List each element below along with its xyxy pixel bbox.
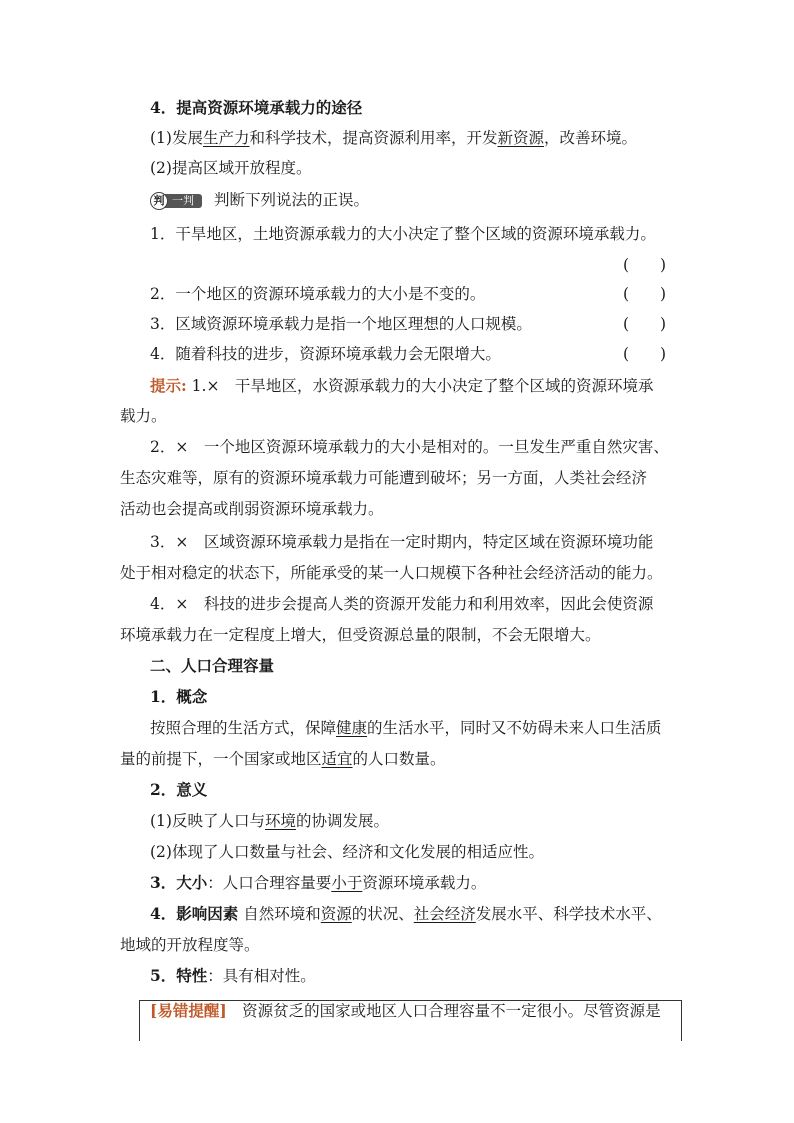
text: 和科学技术，提高资源利用率，开发 <box>249 129 498 147</box>
question-3: 3．区域资源环境承载力是指一个地区理想的人口规模。 <box>150 315 532 333</box>
feature-title: 5．特性 <box>150 966 208 985</box>
hint-answer-3: 3．× 区域资源环境承载力是指在一定时期内，特定区域在资源环境功能 <box>150 533 654 551</box>
underlined-term: 新资源 <box>497 129 545 147</box>
meaning-1 <box>150 810 389 832</box>
question-4: 4．随着科技的进步，资源环境承载力会无限增大。 <box>150 345 501 363</box>
factor-line <box>150 903 662 925</box>
hint-answer-4: 4．× 科技的进步会提高人类的资源开发能力和利用效率，因此会使资源 <box>150 595 654 613</box>
text: 1.× 干旱地区，水资源承载力的大小决定了整个区域的资源环境承 <box>186 377 654 395</box>
question-2: 2．一个地区的资源环境承载力的大小是不变的。 <box>150 285 486 303</box>
text: 发展水平、科学技术水平、 <box>475 905 662 923</box>
badge-circle: 判 <box>150 192 168 210</box>
section-heading: 二、人口合理容量 <box>150 656 275 675</box>
text: 的人口数量。 <box>352 750 446 768</box>
text: ：人口合理容量要 <box>207 874 332 892</box>
underlined-term: 适宜 <box>321 750 353 768</box>
answer-paren-3: ( ) <box>623 315 667 333</box>
text: (1)反映了人口与 <box>150 812 265 830</box>
judge-badge <box>150 192 202 210</box>
section-heading: 4．提高资源环境承载力的途径 <box>150 98 363 117</box>
badge-bar: 一判 <box>162 194 202 208</box>
underlined-term: 健康 <box>336 719 368 737</box>
tip-text: 资源贫乏的国家或地区人口合理容量不一定很小。尽管资源是 <box>226 1002 661 1020</box>
underlined-term: 小于 <box>331 874 363 892</box>
hint-answer-2: 2．× 一个地区资源环境承载力的大小是相对的。一旦发生严重自然灾害、 <box>150 438 669 456</box>
concept-text-cont <box>120 748 446 770</box>
text: ：具有相对性。 <box>207 967 316 985</box>
underlined-term: 社会经济 <box>413 905 476 923</box>
text: 按照合理的生活方式，保障 <box>150 719 337 737</box>
judge-instruction: 判断下列说法的正误。 <box>214 191 370 209</box>
meaning-title: 2．意义 <box>150 780 208 799</box>
hint-answer-1-cont: 载力。 <box>120 407 167 425</box>
text: 的生活水平，同时又不妨碍未来人口生活质 <box>367 719 662 737</box>
paragraph-approach-1 <box>150 127 637 149</box>
text: 自然环境和 <box>238 905 321 923</box>
factor-line-cont: 地域的开放程度等。 <box>120 936 260 954</box>
underlined-term: 资源 <box>320 905 352 923</box>
underlined-term: 环境 <box>264 812 296 830</box>
meaning-2: (2)体现了人口数量与社会、经济和文化发展的相适应性。 <box>150 843 544 861</box>
size-title: 3．大小 <box>150 873 208 892</box>
factor-title: 4．影响因素 <box>150 904 239 923</box>
hint-answer-2-cont: 活动也会提高或削弱资源环境承载力。 <box>120 500 384 518</box>
hint-label: 提示: <box>150 376 187 395</box>
text: 资源环境承载力。 <box>362 874 487 892</box>
judge-instruction-line <box>150 189 369 211</box>
hint-answer-4-cont: 环境承载力在一定程度上增大，但受资源总量的限制，不会无限增大。 <box>120 626 601 644</box>
text: 的协调发展。 <box>295 812 389 830</box>
answer-paren-1: ( ) <box>623 256 667 274</box>
feature-line <box>150 965 316 987</box>
paragraph-approach-2: (2)提高区域开放程度。 <box>150 159 312 177</box>
text: 量的前提下，一个国家或地区 <box>120 750 322 768</box>
tip-line <box>150 1000 661 1022</box>
size-line <box>150 872 486 894</box>
answer-paren-2: ( ) <box>623 285 667 303</box>
text: ，改善环境。 <box>544 129 638 147</box>
question-1: 1．干旱地区，土地资源承载力的大小决定了整个区域的资源环境承载力。 <box>150 225 656 243</box>
concept-title: 1．概念 <box>150 687 208 706</box>
answer-paren-4: ( ) <box>623 345 667 363</box>
hint-answer-2-cont: 生态灾难等，原有的资源环境承载力可能遭到破坏；另一方面，人类社会经济 <box>120 469 648 487</box>
hint-answer-3-cont: 处于相对稳定的状态下，所能承受的某一人口规模下各种社会经济活动的能力。 <box>120 564 663 582</box>
tip-label: [易错提醒] <box>150 1001 227 1020</box>
hint-answer-1 <box>150 375 653 397</box>
text: (1)发展 <box>150 129 203 147</box>
concept-text <box>150 717 662 739</box>
text: 的状况、 <box>351 905 414 923</box>
underlined-term: 生产力 <box>202 129 250 147</box>
